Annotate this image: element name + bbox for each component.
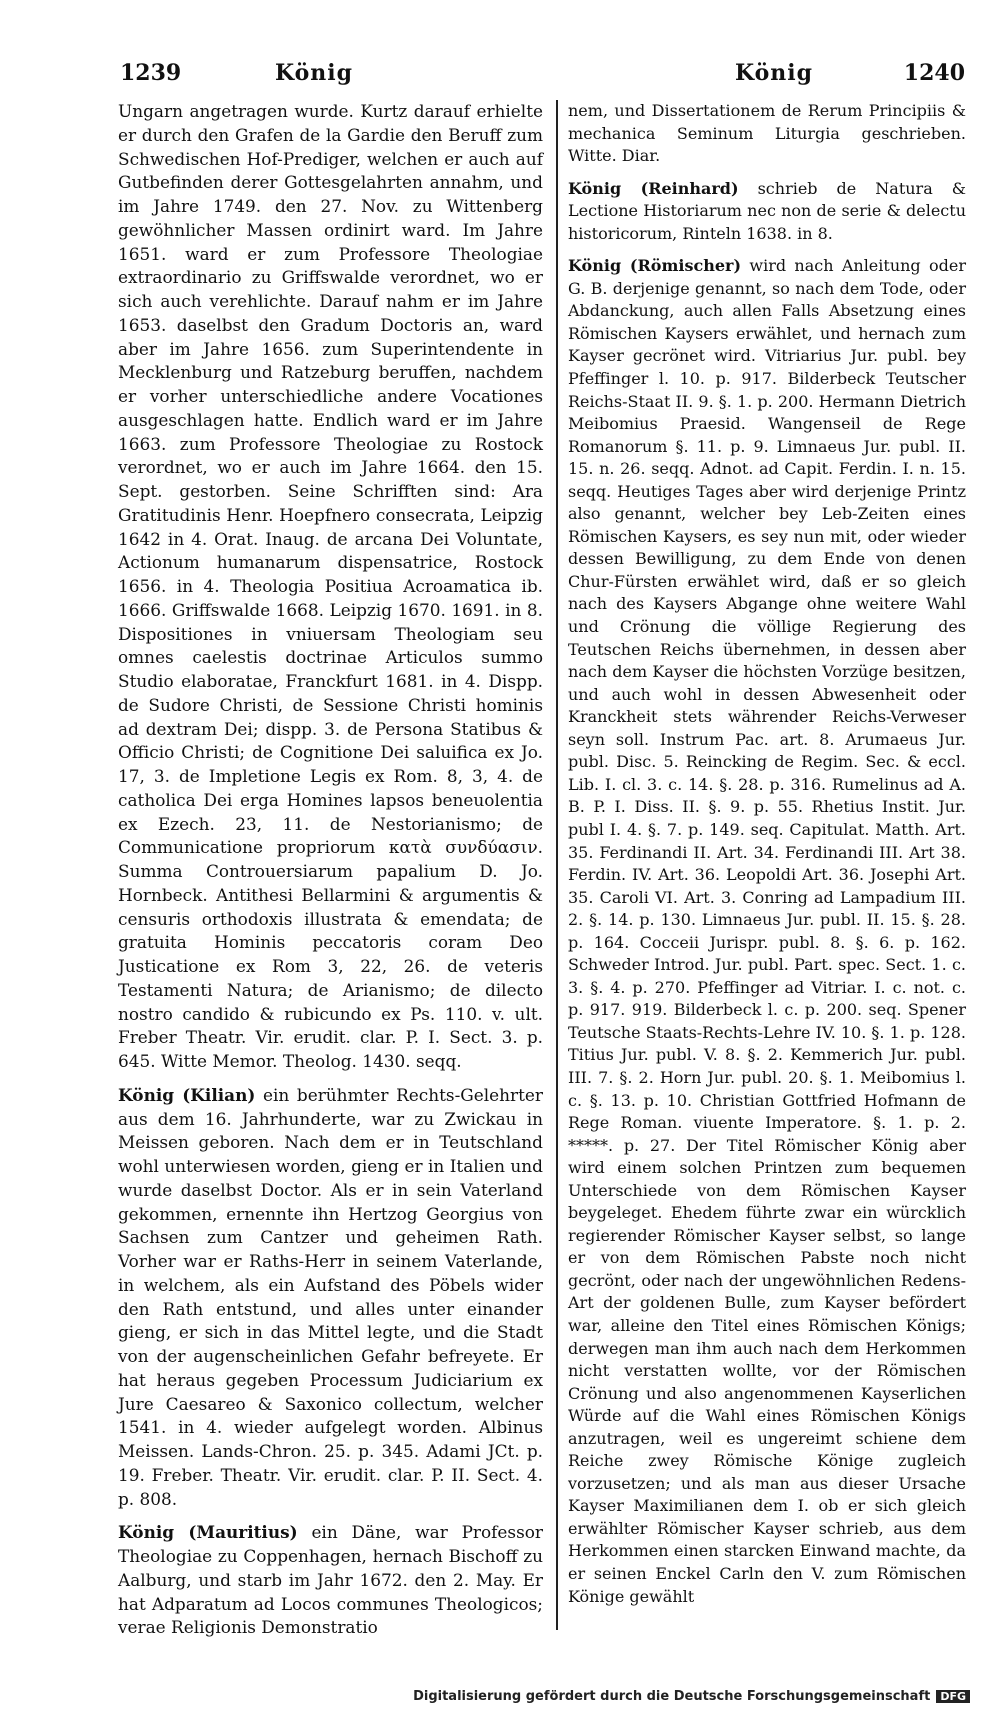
entry-koenig-reinhard bbox=[568, 178, 966, 246]
entry-continuation: nem, und Dissertationem de Rerum Principiis & mechanica Seminum Liturgia geschrieben. Witte. Diar. bbox=[568, 101, 966, 166]
entry-text: wird nach Anleitung oder G. B. derjenige genannt, so nach dem Tode, oder Abdanckung, auch allen Falls Absetzung eines Römischen Kaysers erwählet, und hernach zum Kayser gecrönet wird. Vitriarius Jur. publ. bey Pfeffinger l. 10. p. 917. Bilderbeck Teutscher Reichs-Staat II. 9. §. 1. p. 200. Hermann Dietrich Meibomius Praesid. Wangenseil de Rege Romanorum §. 11. p. 9. Limnaeus Jur. publ. II. 15. n. 26. seqq. Adnot. ad Capit. Ferdin. I. n. 15. seqq. Heutiges Tages aber wird derjenige Printz also genannt, welcher bey Leb-Zeiten eines Römischen Kaysers, es sey nun mit, oder wieder dessen Bewilligung, zu dem Ende von denen Chur-Fürsten erwählet wird, daß er so gleich nach des Kaysers Abgange ohne weitere Wahl und Crönung die völlige Regierung des Teutschen Reichs übernehmen, in dessen aber nach dem Kayser die höchsten Vorzüge besitzen, und auch wohl in dessen Abwesenheit oder Kranckheit stets währender Reichs-Verweser seyn soll. Instrum Pac. art. 8. Arumaeus Jur. publ. Disc. 5. Reincking de Regim. Sec. & eccl. Lib. I. cl. 3. c. 14. §. 28. p. 316. Rumelinus ad A. B. P. I. Diss. II. §. 9. p. 55. Rhetius Instit. Jur. publ I. 4. §. 7. p. 149. seq. Capitulat. Matth. Art. 35. Ferdinandi II. Art. 34. Ferdinandi III. Art 38. Ferdin. IV. Art. 36. Leopoldi Art. 36. Josephi Art. 35. Caroli VI. Art. 3. Conring ad Lampadium III. 2. §. 14. p. 130. Limnaeus Jur. publ. II. 15. §. 28. p. 164. Cocceii Jurispr. publ. 8. §. 6. p. 162. Schweder Introd. Jur. publ. Part. spec. Sect. 1. c. 3. §. 4. p. 270. Pfeffinger ad Vitriar. I. c. not. c. p. 917. 919. Bilderbeck l. c. p. 200. seq. Spener Teutsche Staats-Rechts-Lehre IV. 10. §. 1. p. 128. Titius Jur. publ. V. 8. §. 2. Kemmerich Jur. publ. III. 7. §. 2. Horn Jur. publ. 20. §. 1. Meibomius l. c. §. 13. p. 10. Christian Gottfried Hofmann de Rege Roman. viuente Imperatore. §. 1. p. 2. *****. p. 27. Der Titel Römischer König aber wird einem solchen Printzen zum bequemen Unterschiede von dem Römischen Kayser beygeleget. Ehedem führte zwar ein würcklich regierender Römischer Kayser selbst, so lange er von dem Römischen Pabste noch nicht gecrönt, oder nach der ungewöhnlichen Redens-Art der goldenen Bulle, zum Kayser befördert war, alleine den Titel eines Römischen Königs; derwegen man ihm auch nach dem Herkommen nicht verstatten wollte, vor der Römischen Crönung und also angenommenen Kayserlichen Würde auf die Wahl eines Römischen Königs anzutragen, weil es ungereimt schiene dem Reiche zwey Römische Könige zugleich vorzusetzen; und als man aus dieser Ursache Kayser Maximilianen dem I. ob er sich gleich erwählter Römischer Kayser schrieb, aus dem Herkommen einen starcken Einwand machte, da er seinen Enckel Carln den V. zum Römischen Könige gewählt bbox=[568, 256, 966, 1606]
entry-text: schrieb de Natura & Lectione Historiarum nec non de serie & delectu historicorum, Rinteln 1638. in 8. bbox=[568, 178, 967, 243]
running-head-right: König bbox=[735, 60, 814, 86]
entry-headword: König (Reinhard) bbox=[568, 178, 739, 198]
running-head-left: König bbox=[275, 60, 354, 86]
page-number-right: 1240 bbox=[903, 60, 965, 86]
page-number-left: 1239 bbox=[120, 60, 182, 86]
entry-headword: König (Mauritius) bbox=[118, 1522, 298, 1543]
entry-continuation: Ungarn angetragen wurde. Kurtz darauf erhielte er durch den Grafen de la Gardie den Beruff zum Schwedischen Hof-Prediger, welchen er auch auf Gutbefinden derer Gottesgelahrten annahm, und im Jahre 1749. den 27. Nov. zu Wittenberg gewöhnlicher Massen ordinirt ward. Im Jahre 1651. ward er zum Professore Theologiae extraordinario zu Griffswalde verordnet, wo er sich auch verehlichte. Darauf nahm er im Jahre 1653. daselbst den Gradum Doctoris an, ward aber im Jahre 1656. zum Superintendente in Mecklenburg und Ratzeburg beruffen, nachdem er vorher unterschiedliche andere Vocationes ausgeschlagen hatte. Endlich ward er im Jahre 1663. zum Professore Theologiae zu Rostock verordnet, wo er auch im Jahre 1664. den 15. Sept. gestorben. Seine Schrifften sind: Ara Gratitudinis Henr. Hoepfnero consecrata, Leipzig 1642 in 4. Orat. Inaug. de arcana Dei Voluntate, Actionum humanarum dispensatrice, Rostock 1656. in 4. Theologia Positiua Acroamatica ib. 1666. Griffswalde 1668. Leipzig 1670. 1691. in 8. Dispositiones in vniuersam Theologiam seu omnes caelestis doctrinae Articulos summo Studio elaboratae, Franckfurt 1681. in 4. Dispp. de Sudore Christi, de Sessione Christi hominis ad dextram Dei; dispp. 3. de Persona Statibus & Officio Christi; de Cognitione Dei saluifica ex Jo. 17, 3. de Impletione Legis ex Rom. 8, 3, 4. de catholica Dei erga Homines lapsos beneuolentia ex Ezech. 23, 11. de Nestorianismo; de Communicatione propriorum κατὰ συνδύασιν. Summa Controuersiarum papalium D. Jo. Hornbeck. Antithesi Bellarmini & argumentis & censuris orthodoxis illustrata & emendata; de gratuita Hominis peccatoris coram Deo Justicatione ex Rom 3, 22, 26. de veteris Testamenti Natura; de Arianismo; de dilecto nostro candido & rubicundo ex Ps. 110. v. ult. Freber Theatr. Vir. erudit. clar. P. I. Sect. 3. p. 645. Witte Memor. Theolog. 1430. seqq. bbox=[118, 101, 543, 1071]
entry-text: ein berühmter Rechts-Gelehrter aus dem 16. Jahrhunderte, war zu Zwickau in Meissen geboren. Nach dem er in Teutschland wohl unterwiesen worden, gieng er in Italien und wurde daselbst Doctor. Als er in sein Vaterland gekommen, ernennte ihn Hertzog Georgius von Sachsen zum Cantzer und geheimen Rath. Vorher war er Raths-Herr in seinem Vaterlande, in welchem, als ein Aufstand des Pöbels wider den Rath entstund, und alles unter einander gieng, er sich in das Mittel legte, und die Stadt von der augenscheinlichen Gefahr befreyete. Er hat heraus gegeben Processum Judiciarium ex Jure Caesareo & Saxonico collectum, welcher 1541. in 4. wieder aufgelegt worden. Albinus Meissen. Lands-Chron. 25. p. 345. Adami JCt. p. 19. Freber. Theatr. Vir. erudit. clar. P. II. Sect. 4. p. 808. bbox=[118, 1084, 543, 1509]
right-column bbox=[568, 100, 966, 1608]
column-divider bbox=[556, 100, 558, 1630]
dfg-logo: DFG bbox=[936, 1690, 970, 1703]
entry-koenig-mauritius bbox=[118, 1521, 543, 1640]
digitization-footer bbox=[413, 1689, 970, 1704]
left-column bbox=[118, 100, 543, 1640]
entry-headword: König (Kilian) bbox=[118, 1084, 256, 1105]
entry-headword: König (Römischer) bbox=[568, 256, 742, 276]
entry-koenig-kilian bbox=[118, 1084, 543, 1512]
page-header bbox=[120, 60, 965, 100]
entry-koenig-roemischer bbox=[568, 255, 966, 1608]
entry-text: ein Däne, war Professor Theologiae zu Coppenhagen, hernach Bischoff zu Aalburg, und starb im Jahr 1672. den 2. May. Er hat Adparatum ad Locos communes Theologicos; verae Religionis Demonstratio bbox=[118, 1522, 543, 1638]
footer-text: Digitalisierung gefördert durch die Deutsche Forschungsgemeinschaft bbox=[413, 1689, 931, 1704]
